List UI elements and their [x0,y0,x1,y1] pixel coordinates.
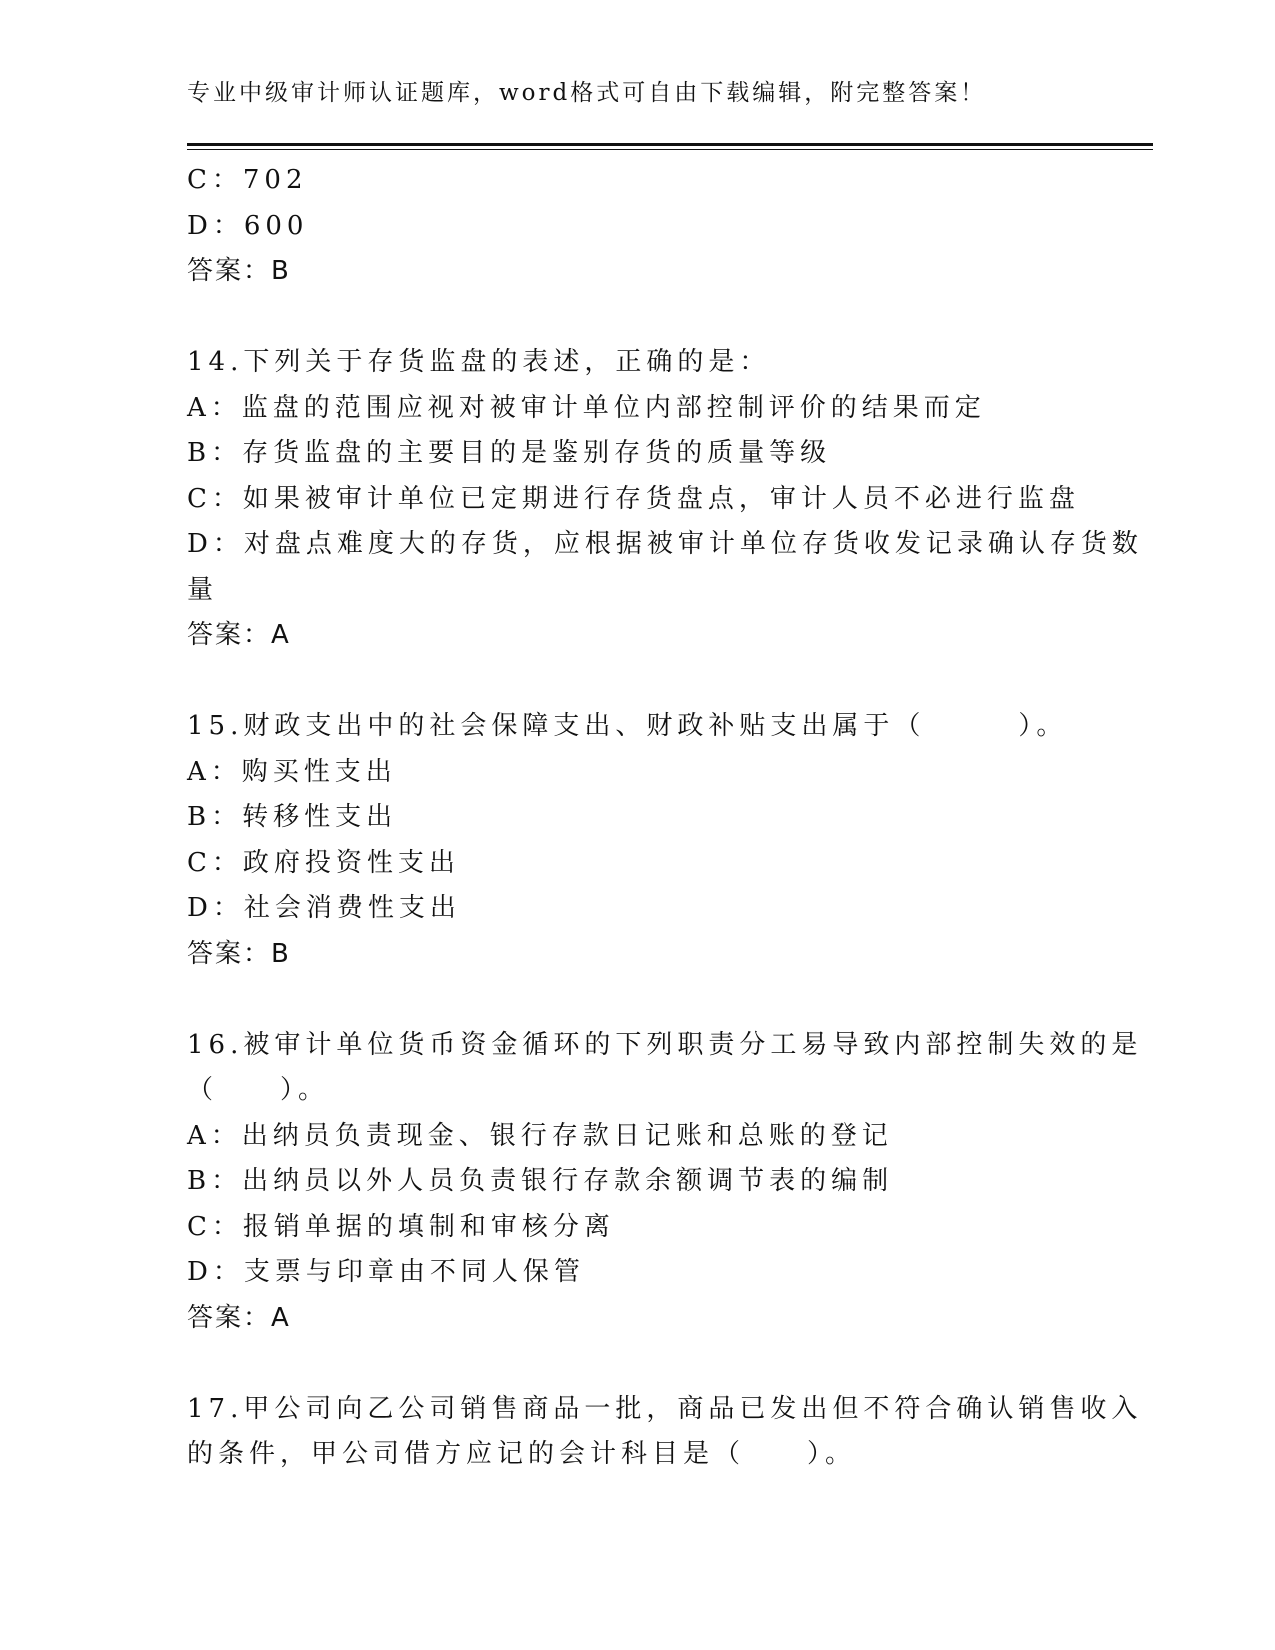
q17-stem-continued: 的条件，甲公司借方应记的会计科目是（ ）。 [187,1439,857,1469]
q15-option-d: D：社会消费性支出 [187,893,461,923]
header-rule-thick [187,143,1153,146]
q14-option-b: B：存货监盘的主要目的是鉴别存货的质量等级 [187,438,832,468]
spacer [187,1341,1067,1387]
spacer [187,659,1067,705]
q16-option-a: A：出纳员负责现金、银行存款日记账和总账的登记 [187,1120,893,1151]
q16-option-d: D：支票与印章由不同人保管 [187,1257,585,1287]
q16-stem: 16.被审计单位货币资金循环的下列职责分工易导致内部控制失效的是 [187,1029,1143,1060]
q14-option-a: A：监盘的范围应视对被审计单位内部控制评价的结果而定 [187,392,986,423]
header-rule-thin [187,149,1153,150]
q16-option-b: B：出纳员以外人员负责银行存款余额调节表的编制 [187,1166,894,1196]
q15-option-c: C：政府投资性支出 [187,847,460,878]
q14-option-d: D：对盘点难度大的存货，应根据被审计单位存货收发记录确认存货数 [187,529,1143,559]
page-header: 专业中级审计师认证题库，word格式可自由下载编辑，附完整答案！ [187,80,987,106]
q14-option-c: C：如果被审计单位已定期进行存货盘点，审计人员不必进行监盘 [187,483,1080,514]
q15-option-a: A：购买性支出 [187,756,397,787]
spacer [187,295,1067,341]
q13-option-d: D：600 [187,210,309,241]
spacer [187,977,1067,1023]
question-content [187,158,1143,1478]
q14-option-d-continued: 量 [187,574,219,605]
q14-answer: 答案：A [187,620,291,650]
q15-option-b: B：转移性支出 [187,802,398,832]
q16-stem-continued: （ ）。 [187,1075,330,1105]
q15-stem: 15.财政支出中的社会保障支出、财政补贴支出属于（ ）。 [187,711,1068,741]
q13-option-c: C：702 [187,165,308,195]
q17-stem: 17.甲公司向乙公司销售商品一批，商品已发出但不符合确认销售收入 [187,1393,1143,1424]
q15-answer: 答案：B [187,938,291,969]
q16-answer: 答案：A [187,1302,291,1333]
q13-answer: 答案：B [187,256,291,286]
q16-option-c: C：报销单据的填制和审核分离 [187,1211,615,1242]
q14-stem: 14.下列关于存货监盘的表述，正确的是： [187,347,771,377]
